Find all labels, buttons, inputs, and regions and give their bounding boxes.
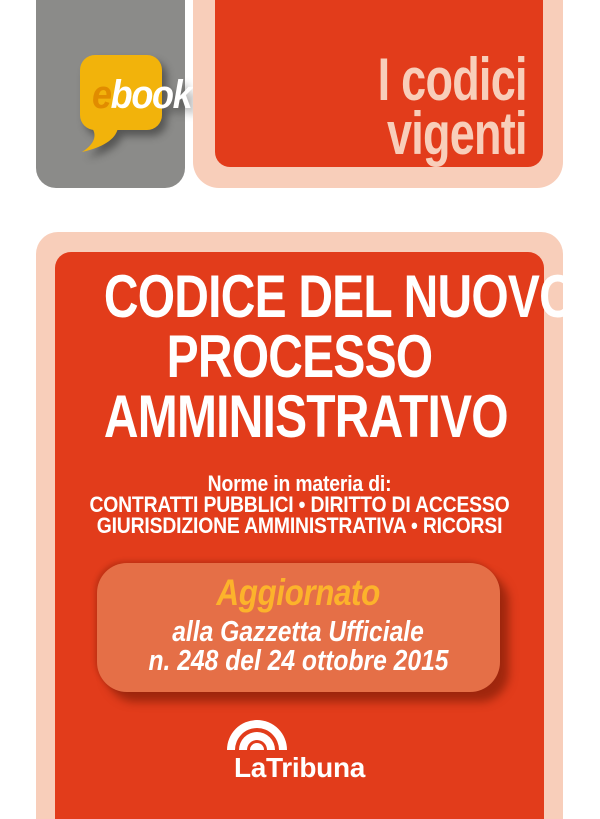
series-badge xyxy=(215,0,543,167)
update-line-2: n. 248 del 24 ottobre 2015 xyxy=(148,645,449,677)
speech-bubble-tail-icon xyxy=(80,128,124,154)
ebook-badge-book: book xyxy=(110,73,192,117)
cover-panel xyxy=(55,252,576,819)
subtitle-line-1: Norme in materia di: xyxy=(207,471,392,496)
subtitle-line-2: CONTRATTI PUBBLICI • DIRITTO DI ACCESSO xyxy=(89,492,510,517)
series-line-2: vigenti xyxy=(387,100,527,167)
series-line-1: I codici xyxy=(377,46,527,113)
publisher-name: LaTribuna xyxy=(233,752,366,783)
update-highlight: Aggiornato xyxy=(216,572,381,613)
series-badge-frame xyxy=(193,0,563,188)
title-line-1: CODICE DEL NUOVO xyxy=(103,263,576,330)
update-line-1: alla Gazzetta Ufficiale xyxy=(172,616,425,648)
ebook-speech-bubble xyxy=(80,55,200,157)
update-notice-box xyxy=(97,563,500,692)
cover-frame xyxy=(36,232,576,819)
book-subtitle xyxy=(84,473,514,536)
book-title xyxy=(103,263,576,450)
ebook-badge-card xyxy=(36,0,192,188)
ebook-badge-label xyxy=(92,75,191,115)
title-line-3: AMMINISTRATIVO xyxy=(103,383,508,450)
title-line-2: PROCESSO xyxy=(166,323,433,390)
subtitle-line-3: GIURISDIZIONE AMMINISTRATIVA • RICORSI xyxy=(96,513,503,538)
publisher-logo xyxy=(55,716,544,783)
latribuna-arcs-icon xyxy=(227,716,287,751)
ebook-badge-e: e xyxy=(92,73,111,117)
series-badge-label xyxy=(377,46,527,167)
